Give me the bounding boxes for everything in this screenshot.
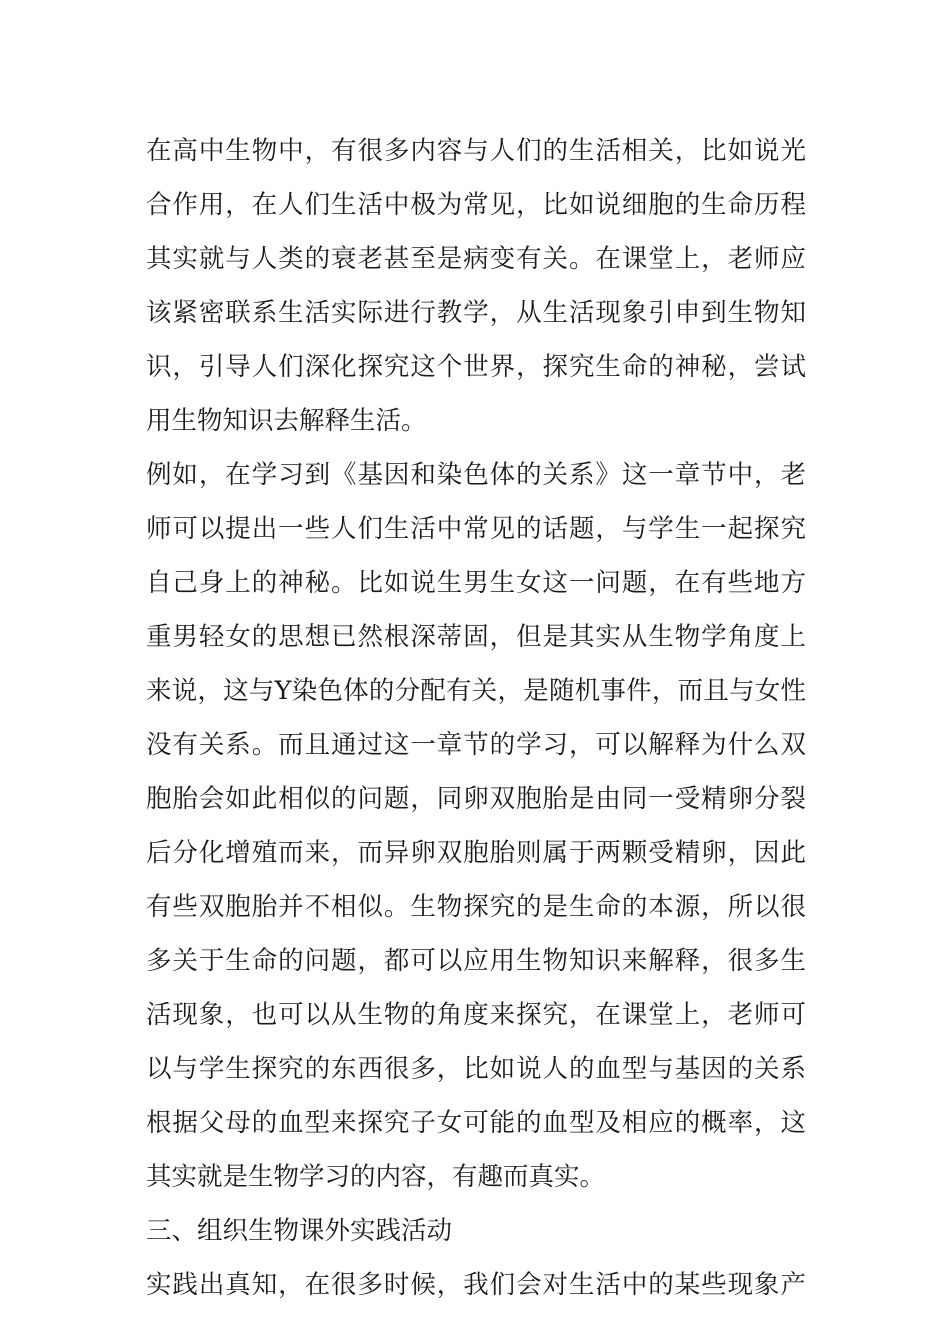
text-line: 用生物知识去解释生活。 <box>146 406 427 436</box>
text-line: 其实就与人类的衰老甚至是病变有关。在课堂上，老师应 <box>146 244 806 274</box>
document-body <box>146 124 806 1312</box>
text-line: 其实就是生物学习的内容，有趣而真实。 <box>146 1162 606 1192</box>
text-line: 胞胎会如此相似的问题，同卵双胞胎是由同一受精卵分裂 <box>146 784 806 814</box>
text-line: 没有关系。而且通过这一章节的学习，可以解释为什么双 <box>146 730 806 760</box>
text-line: 以与学生探究的东西很多，比如说人的血型与基因的关系 <box>146 1054 806 1084</box>
text-line: 重男轻女的思想已然根深蒂固，但是其实从生物学角度上 <box>146 622 806 652</box>
text-line: 该紧密联系生活实际进行教学，从生活现象引申到生物知 <box>146 298 806 328</box>
text-line: 有些双胞胎并不相似。生物探究的是生命的本源，所以很 <box>146 892 806 922</box>
text-line: 师可以提出一些人们生活中常见的话题，与学生一起探究 <box>146 514 806 544</box>
text-line: 来说，这与Y染色体的分配有关，是随机事件，而且与女性 <box>146 676 806 706</box>
section-heading: 三、组织生物课外实践活动 <box>146 1216 453 1246</box>
text-line: 合作用，在人们生活中极为常见，比如说细胞的生命历程 <box>146 190 806 220</box>
text-line: 自己身上的神秘。比如说生男生女这一问题，在有些地方 <box>146 568 806 598</box>
text-line: 根据父母的血型来探究子女可能的血型及相应的概率，这 <box>146 1108 806 1138</box>
text-line: 识，引导人们深化探究这个世界，探究生命的神秘，尝试 <box>146 352 806 382</box>
text-line: 在高中生物中，有很多内容与人们的生活相关，比如说光 <box>146 136 806 166</box>
text-line: 后分化增殖而来，而异卵双胞胎则属于两颗受精卵，因此 <box>146 838 806 868</box>
text-line: 实践出真知，在很多时候，我们会对生活中的某些现象产 <box>146 1270 806 1300</box>
text-line: 例如，在学习到《基因和染色体的关系》这一章节中，老 <box>146 460 806 490</box>
text-line: 多关于生命的问题，都可以应用生物知识来解释，很多生 <box>146 946 806 976</box>
text-line: 活现象，也可以从生物的角度来探究，在课堂上，老师可 <box>146 1000 806 1030</box>
